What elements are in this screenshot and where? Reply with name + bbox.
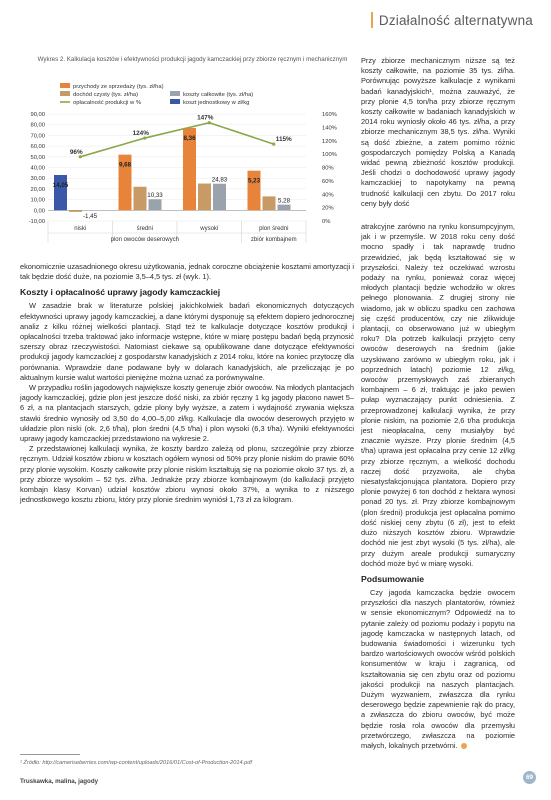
heading-summary: Podsumowanie	[361, 573, 425, 584]
footer-title: Truskawka, malina, jagody	[20, 778, 99, 785]
legend-swatch	[60, 83, 70, 88]
summary-text: Czy jagoda kamczacka będzie owocem przyszłości dla naszych plantatorów, również w sensie ekonomicznym? Odpowiedź na to pytanie zależy od poziomu podaży i popytu na jagodę kamczacka w następnych latach, od budowania świadomości i wizerunku tych bardzo wartościowych owoców wśród polskich konsumentów w kraju i zagranicą, od kształtowania się cen zbytu oraz od poziomu jakości produkcji na naszych plantacjach. Dużym wyzwaniem, zwłaszcza dla rynku deserowego będzie zapewnienie rąk do pracy, a zwłaszcza do zbioru owoców, być może będzie rosła rola owoców dla przemysłu przetwórczego, zwłaszcza na poziomie małych, lokalnych przetwórni.	[361, 587, 515, 750]
footnote: ¹ Źródło: http://cameriseberries.com/wp-content/uploads/2016/01/Cost-of-Production-2014.pdf	[20, 760, 252, 766]
paragraph: Z przedstawionej kalkulacji wynika, że koszty bardzo zależą od plonu, szczególnie przy zbiorze ręcznym. Udział kosztów zbioru w kosztach ogółem wynosi od 50% przy plonie niskim do prawie 60% przy plonie wysokim. Koszty całkowite przy plonie niskim kształtują się na poziomie około 37 tys. zł, a przy zbiorze wysokim – 52 tys. zł/ha. Jednakże przy zbiorze kombajnowym (do kalkulacji przyjęto kombajn klasy Korvan) udział kosztów zbioru wynosi około 37%, a wynika to z niższego jednostkowego kosztu zbioru, który przy plonie średnim wyniósł 1,73 zł za kilogram.	[20, 444, 354, 505]
bar-tan-label: -1,45	[82, 212, 98, 220]
y-tick-label: 70,00	[30, 133, 45, 140]
bar-gray-label: 10,33	[147, 192, 163, 200]
paragraph: W przypadku roślin jagodowych największe koszty generuje zbiór owoców. Na młodych plantacjach jagody kamczackiej, gdzie plon jest jeszcze dość niski, za zbiór ręczny 1 kg jagody płacono nawet 5–6 zł, a na plantacjach starszych, gdzie plony były wyższe, a zatem i wydajność zrywania większa stawki średnio wynosiły od 3,50 do 4,00–5,00 zł/kg. Kalkulacje dla owoców deserowych przyjęto w układzie plon niski (ok. 2,6 t/ha), plon średni (4,5 t/ha) i plon wysoki (6,3 t/ha). Wyniki efektywności uprawy jagody kamczackiej przedstawiono na wykresie 2.	[20, 383, 354, 444]
y-tick-label: 30,00	[30, 176, 45, 183]
chart	[20, 79, 365, 259]
section-title: Działalność alternatywna	[378, 12, 533, 28]
bar-tan	[263, 196, 276, 210]
right-column-top	[361, 56, 515, 209]
y-tick-label: 10,00	[30, 197, 45, 204]
y-tick-label: 80,00	[30, 122, 45, 129]
legend-label: opłacalność produkcji w %	[73, 100, 141, 106]
x-group-label: plon owoców deserowych	[110, 237, 179, 243]
line-profitability	[80, 123, 274, 157]
section-header	[371, 12, 533, 28]
paragraph: atrakcyjne zarówno na rynku konsumpcyjnym, jak i w przemyśle. W 2018 roku ceny dość mocno spadły i tak naprawdę trudno przewidzieć, jak będą kształtować się w przyszłości. Należy też oczekiwać wzrostu podaży na rynku, ponieważ coraz więcej młodych plantacji będzie wchodziło w okres pełnego plonowania. Z drugiej strony nie wiadomo, jak w obliczu spadku cen zachowa się część producentów, czy nie zlikwiduje plantacji, co obserwowano już w ubiegłym roku? Dla potrzeb kalkulacji przyjęto ceny owoców deserowych na średnim (jakie uzyskiwano zarówno w ubiegłym roku, jak i poprzednich latach) poziomie 12 zł/kg, owoców przemysłowych zaś zbieranych kombajnem – 6 zł, traktując je jako pewien pułap wyznaczający punkt odniesienia. Z przeprowadzonej kalkulacji wynika, że przy plonie niskim, na poziomie 2,6 t/ha produkcja jest nieopłacalna, ceny musiałyby być znacznie wyższe. Przy plonie średnim (4,5 t/ha) uprawa jest opłacalna przy cenie 12 zł/kg przy zbiorze ręcznym, a wielkość dochodu raczej dość przyzwoita, ale chyba niesatysfakcjonująca plantatora. Dopiero przy plonie powyżej 6 ton dochód z hektara wynosi ponad 20 tys. zł. Przy zbiorze kombajnowym (plon średni) produkcja jest opłacalna pomimo dość niskiej ceny zbytu (6 zł), jest to efekt dużo niższych kosztów zbioru. Wprawdzie dochód nie jest zbyt wysoki (5 tys. zł/ha), ale przy dużym areale produkcji sumaryczny dochód może być w miarę wysoki.	[361, 222, 515, 568]
bar-tan	[198, 184, 211, 211]
legend-label: koszty całkowite (tys. zł/ha)	[183, 92, 254, 98]
y2-tick-label: 140%	[322, 125, 337, 132]
y-tick-label: 90,00	[30, 112, 45, 118]
x-category-label: wysoki	[200, 226, 219, 232]
y2-tick-label: 120%	[322, 138, 337, 145]
bar-tan	[69, 210, 82, 212]
y-tick-label: 50,00	[30, 154, 45, 161]
y-tick-label: 20,00	[30, 186, 45, 193]
legend-swatch	[60, 91, 70, 96]
bar-blue	[54, 175, 67, 210]
section-accent-bar	[371, 12, 373, 28]
y-tick-label: 0,00	[33, 208, 45, 215]
y-tick-label: 40,00	[30, 165, 45, 172]
line-point-label: 96%	[69, 148, 83, 156]
bar-orange	[248, 171, 261, 211]
left-column	[20, 262, 354, 505]
y2-tick-label: 100%	[322, 152, 337, 159]
figure-caption: Wykres 2. Kalkulacja kosztów i efektywności produkcji jagody kamczackiej przy zbiorze ręcznym i mechanicznym	[37, 56, 348, 63]
x-group-label: zbiór kombajnem	[250, 237, 297, 243]
bar-blue-label: 14,05	[52, 181, 69, 189]
footnote-divider	[20, 754, 80, 755]
paragraph-intro: ekonomicznie uzasadnionego okresu użytkowania, jednak coroczne obciążenie kosztami amortyzacji i tak będzie dość duże, na poziomie 3,5–4,5 tys. zł (wyk. 1).	[20, 262, 354, 282]
paragraph: Przy zbiorze mechanicznym niższe są też koszty całkowite, na poziomie 35 tys. zł/ha. Porównując powyższe kalkulacje z wynikami badań kanadyjskich¹, można zauważyć, że przy plonie 4,5 ton/ha przy zbiorze ręcznym koszty całkowite w badaniach kanadyjskich w 2014 roku wyniosły około 46 tys. zł/ha, a przy zbiorze mechanicznym 38,5 tys. zł/ha. Wyniki są dość zbieżne, a zatem pomimo różnic gospodarczych pomiędzy Polską a Kanadą widać pewną zbieżność kosztów produkcji. Jeśli chodzi o dochodowość uprawy jagody kamczackiej to napotykamy na pewną trudność kalkulacji cen zbytu. Do 2017 roku ceny były dość	[361, 56, 515, 208]
bar-orange-label: 8,36	[183, 134, 196, 142]
bar-gray	[278, 205, 291, 211]
x-category-label: średni	[136, 226, 153, 232]
y2-tick-label: 40%	[322, 192, 334, 199]
legend-label: przychody ze sprzedaży (tys. zł/ha)	[73, 84, 164, 90]
bar-tan	[134, 187, 147, 211]
legend-label: dochód czysty (tys. zł/ha)	[73, 92, 139, 98]
x-category-label: niski	[74, 226, 87, 232]
page-number: 69	[523, 771, 536, 784]
y2-tick-label: 0%	[322, 219, 331, 225]
y-tick-label: -10,00	[28, 219, 45, 225]
bar-gray	[213, 184, 226, 211]
x-category-label: plon średni	[259, 226, 289, 232]
heading-costs: Koszty i opłacalność uprawy jagody kamczackiej	[20, 287, 221, 298]
end-mark-icon	[461, 743, 467, 749]
y2-tick-label: 160%	[322, 112, 337, 118]
paragraph: W zasadzie brak w literaturze polskiej jakichkolwiek badań ekonomicznych dotyczących efektywności uprawy jagody kamczackiej, a dane którymi dysponuję są efektem dopiero jednorocznej analiz z kilku różnej wielkości plantacji. Stąd też te kalkulacje dotyczące kosztów produkcji i opłacalności trzeba traktować jako informacje wstępne, które w miarę postępu badań będą przynosić szerszy obraz rzeczywistości. Natomiast ciekawe są opublikowane dane dotyczące efektywności produkcji jagody kamczackiej z gospodarstw kanadyjskich z 2014 roku, które na koniec przytoczę dla porównania. Wprawdzie dane podawane były w dolarach kanadyjskich, ale przeliczając je po aktualnym kursie walut wartości pieniężne można uznać za porównywalne.	[20, 301, 354, 382]
y2-tick-label: 60%	[322, 178, 334, 185]
bar-gray-label: 5,28	[277, 197, 291, 205]
y2-tick-label: 20%	[322, 205, 334, 212]
y-tick-label: 60,00	[30, 144, 45, 151]
legend-swatch	[170, 91, 180, 96]
bar-gray	[149, 199, 162, 210]
y2-tick-label: 80%	[322, 165, 334, 172]
right-column-bottom	[361, 222, 515, 751]
paragraph-summary	[361, 588, 515, 751]
line-point-label: 115%	[275, 136, 292, 144]
bar-orange-label: 9,68	[118, 161, 132, 169]
chart-svg	[20, 79, 365, 259]
legend-label: koszt jednostkowy w zł/kg	[183, 100, 250, 106]
bar-gray-label: 24,83	[211, 176, 228, 184]
bar-orange-label: 5,23	[247, 177, 261, 185]
line-point-label: 147%	[197, 114, 214, 122]
line-point-label: 124%	[132, 130, 149, 138]
legend-swatch	[170, 99, 180, 104]
